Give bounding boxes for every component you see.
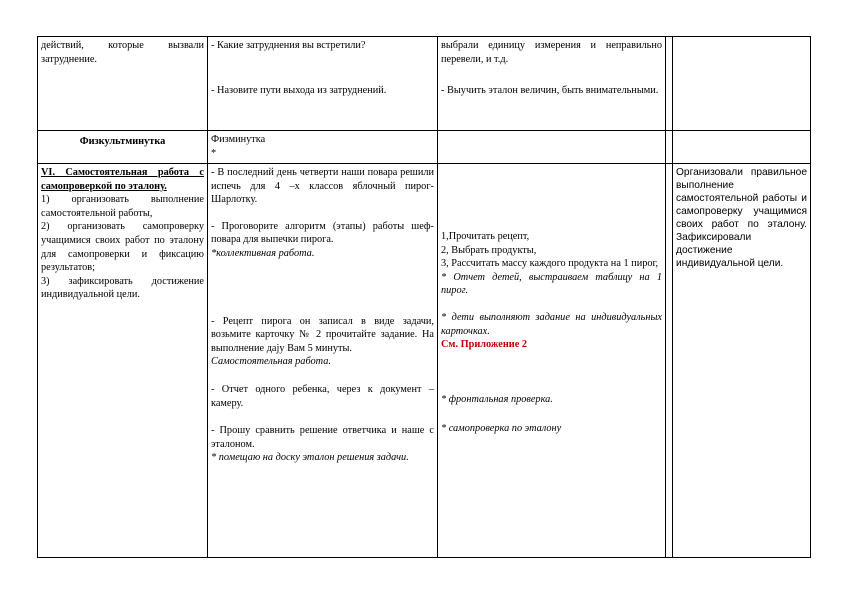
cell-teacher	[208, 37, 438, 131]
cell-teacher	[208, 164, 438, 558]
teacher-recipe: - Рецепт пирога он записал в виде задачи, возьмите карточку № 2 прочитайте задание. На выполнение дају Вам 5 минуты.	[211, 315, 434, 354]
goal-item-1: 1) организовать выполнение самостоятельной работы,	[41, 194, 204, 219]
cell-students	[438, 164, 666, 558]
cell-result	[673, 37, 811, 131]
question-ways-out: - Назовите пути выхода из затруднений.	[211, 84, 387, 96]
student-step-3: 3, Рассчитать массу каждого продукта на 1 пирог,	[441, 258, 659, 270]
teacher-compare: - Прошу сравнить решение ответчика и наше с эталоном.	[211, 425, 434, 450]
goal-item-2: 2) организовать самопроверку учащимися своих работ по эталону для самопроверки и фиксацию результатов;	[41, 221, 204, 274]
teacher-algorithm-note: *коллективная работа.	[211, 247, 315, 259]
cell-stage	[38, 37, 208, 131]
cell-narrow	[666, 37, 673, 131]
goal-item-3: 3) зафиксировать достижение индивидуальной цели.	[41, 275, 204, 301]
cell-result	[673, 131, 811, 164]
teacher-recipe-note: Самостоятельная работа.	[211, 356, 331, 368]
students-answer-1: выбрали единицу измерения и неправильно перевели, и т.д.	[441, 40, 662, 65]
question-difficulties: - Какие затруднения вы встретили?	[211, 40, 366, 51]
stage-text: действий, которые вызвали затруднение.	[41, 40, 204, 65]
students-answer-2: - Выучить эталон величин, быть внимательными.	[441, 85, 659, 97]
student-step-1: 1,Прочитать рецепт,	[441, 231, 530, 242]
student-note-frontal: * фронтальная проверка.	[441, 393, 553, 405]
table-row	[38, 131, 811, 164]
cell-narrow	[666, 164, 673, 558]
appendix-link[interactable]: См. Приложение 2	[441, 339, 527, 351]
student-note-cards: * дети выполняют задание на индивидуальных карточках.	[441, 311, 662, 337]
teacher-report: - Отчет одного ребенка, через к документ – камеру.	[211, 383, 434, 409]
cell-students	[438, 37, 666, 131]
student-note-selfcheck: * самопроверка по эталону	[441, 423, 562, 435]
stage-title: VI. Самостоятельная работа с самопроверкой по эталону.	[41, 167, 204, 192]
student-step-2: 2, Выбрать продукты,	[441, 244, 537, 256]
teacher-intro: - В последний день четверти наши повара решили испечь для 4 –х классов яблочный пирог-Шарлотку.	[211, 167, 434, 206]
cell-stage	[38, 164, 208, 558]
table-row	[38, 164, 811, 558]
cell-students	[438, 131, 666, 164]
student-note-table: * Отчет детей, выстраиваем таблицу на 1 пирог.	[441, 271, 662, 297]
teacher-algorithm: - Проговорите алгоритм (этапы) работы шеф-повара для выпечки пирога.	[211, 220, 434, 246]
table-row	[38, 37, 811, 131]
bullet-star: *	[211, 147, 217, 159]
teacher-compare-note: * помещаю на доску эталон решения задачи.	[211, 452, 409, 464]
cell-narrow	[666, 131, 673, 164]
cell-result	[673, 164, 811, 558]
cell-stage	[38, 131, 208, 164]
stage-fizkult: Физкультминутка	[79, 136, 166, 147]
fizminutka-label: Физминутка	[211, 134, 266, 145]
result-text: Организовали правильное выполнение самостоятельной работы и самопроверку учащимися своих работ по эталону. Зафиксировали достижение индивидуальной цели.	[676, 167, 807, 269]
cell-teacher	[208, 131, 438, 164]
lesson-plan-table	[37, 36, 811, 558]
